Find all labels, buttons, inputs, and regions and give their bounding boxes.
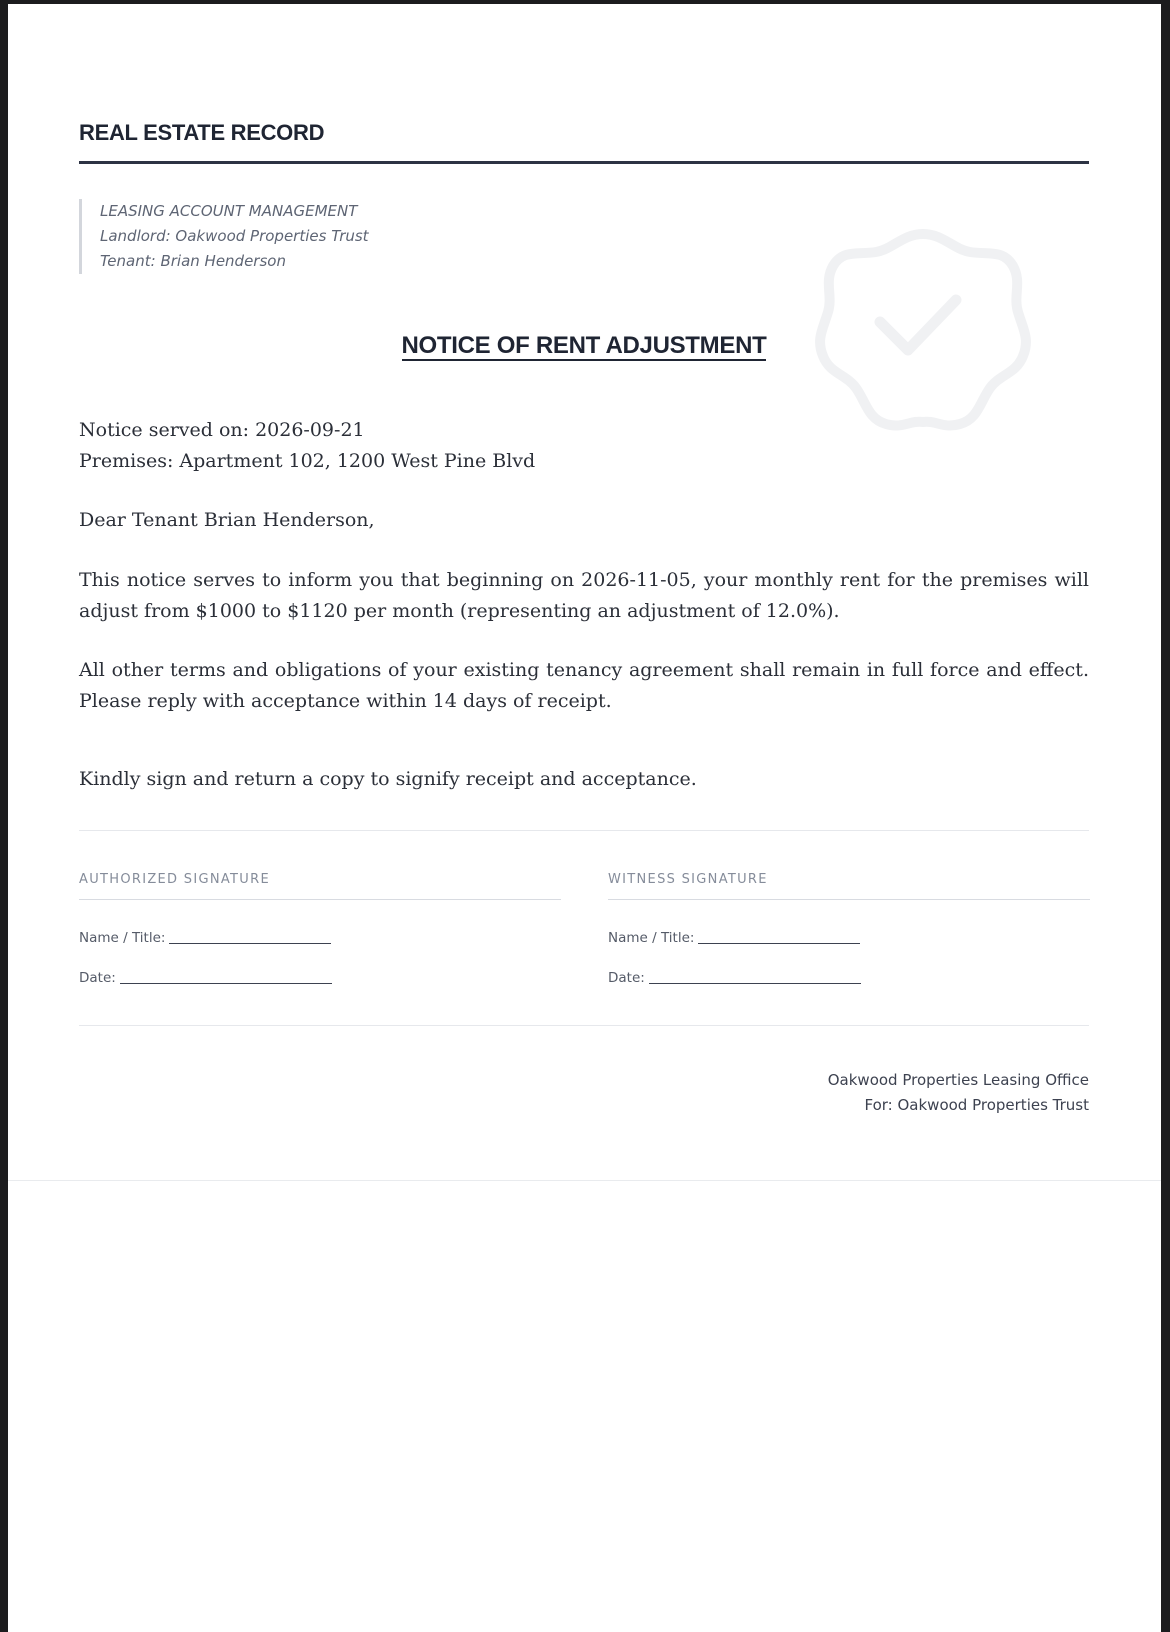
footer-office: Oakwood Properties Leasing Office: [827, 1071, 1089, 1089]
document-page: [8, 4, 1161, 1632]
authorized-signature-label: AUTHORIZED SIGNATURE: [79, 872, 270, 887]
premises-address: Premises: Apartment 102, 1200 West Pine Blvd: [79, 450, 536, 472]
witness-name-title-label: Name / Title:: [608, 930, 695, 946]
meta-block: [79, 199, 600, 274]
authorized-name-title-field[interactable]: [79, 930, 331, 946]
authorized-name-title-label: Name / Title:: [79, 930, 166, 946]
witness-signature-label: WITNESS SIGNATURE: [608, 872, 768, 887]
footer-for: For: Oakwood Properties Trust: [864, 1096, 1089, 1114]
paragraph-rent-change: This notice serves to inform you that beginning on 2026-11-05, your monthly rent for the premises will adjust from $1000 to $1120 per month (representing an adjustment of 12.0%).: [79, 569, 1089, 622]
salutation: Dear Tenant Brian Henderson,: [79, 509, 375, 531]
witness-name-title-blank[interactable]: [698, 943, 860, 944]
page-end-divider: [8, 1180, 1161, 1181]
meta-department: LEASING ACCOUNT MANAGEMENT: [100, 202, 358, 220]
authorized-date-field[interactable]: [79, 970, 332, 986]
authorized-date-label: Date:: [79, 970, 116, 986]
header-divider: [79, 161, 1089, 164]
authorized-date-blank[interactable]: [120, 983, 332, 984]
signature-section-divider: [79, 830, 1089, 831]
footer-divider: [79, 1025, 1089, 1026]
checkmark-seal-icon: [808, 214, 1038, 444]
authorized-signature-line: [79, 899, 561, 900]
witness-signature-line: [608, 899, 1090, 900]
meta-landlord: Landlord: Oakwood Properties Trust: [100, 227, 369, 245]
witness-date-field[interactable]: [608, 970, 861, 986]
meta-tenant: Tenant: Brian Henderson: [100, 252, 286, 270]
paragraph-terms: All other terms and obligations of your existing tenancy agreement shall remain in full force and effect. Please reply with acceptance within 14 days of receipt.: [79, 659, 1089, 712]
footer-block: [828, 1068, 1089, 1118]
witness-name-title-field[interactable]: [608, 930, 860, 946]
witness-date-blank[interactable]: [649, 983, 861, 984]
witness-date-label: Date:: [608, 970, 645, 986]
header-title: REAL ESTATE RECORD: [79, 120, 325, 145]
authorized-name-title-blank[interactable]: [169, 943, 331, 944]
closing-instruction: Kindly sign and return a copy to signify receipt and acceptance.: [79, 768, 697, 790]
document-title-text: NOTICE OF RENT ADJUSTMENT: [401, 332, 767, 359]
document-title: [79, 332, 1089, 360]
notice-served-date: Notice served on: 2026-09-21: [79, 419, 365, 441]
